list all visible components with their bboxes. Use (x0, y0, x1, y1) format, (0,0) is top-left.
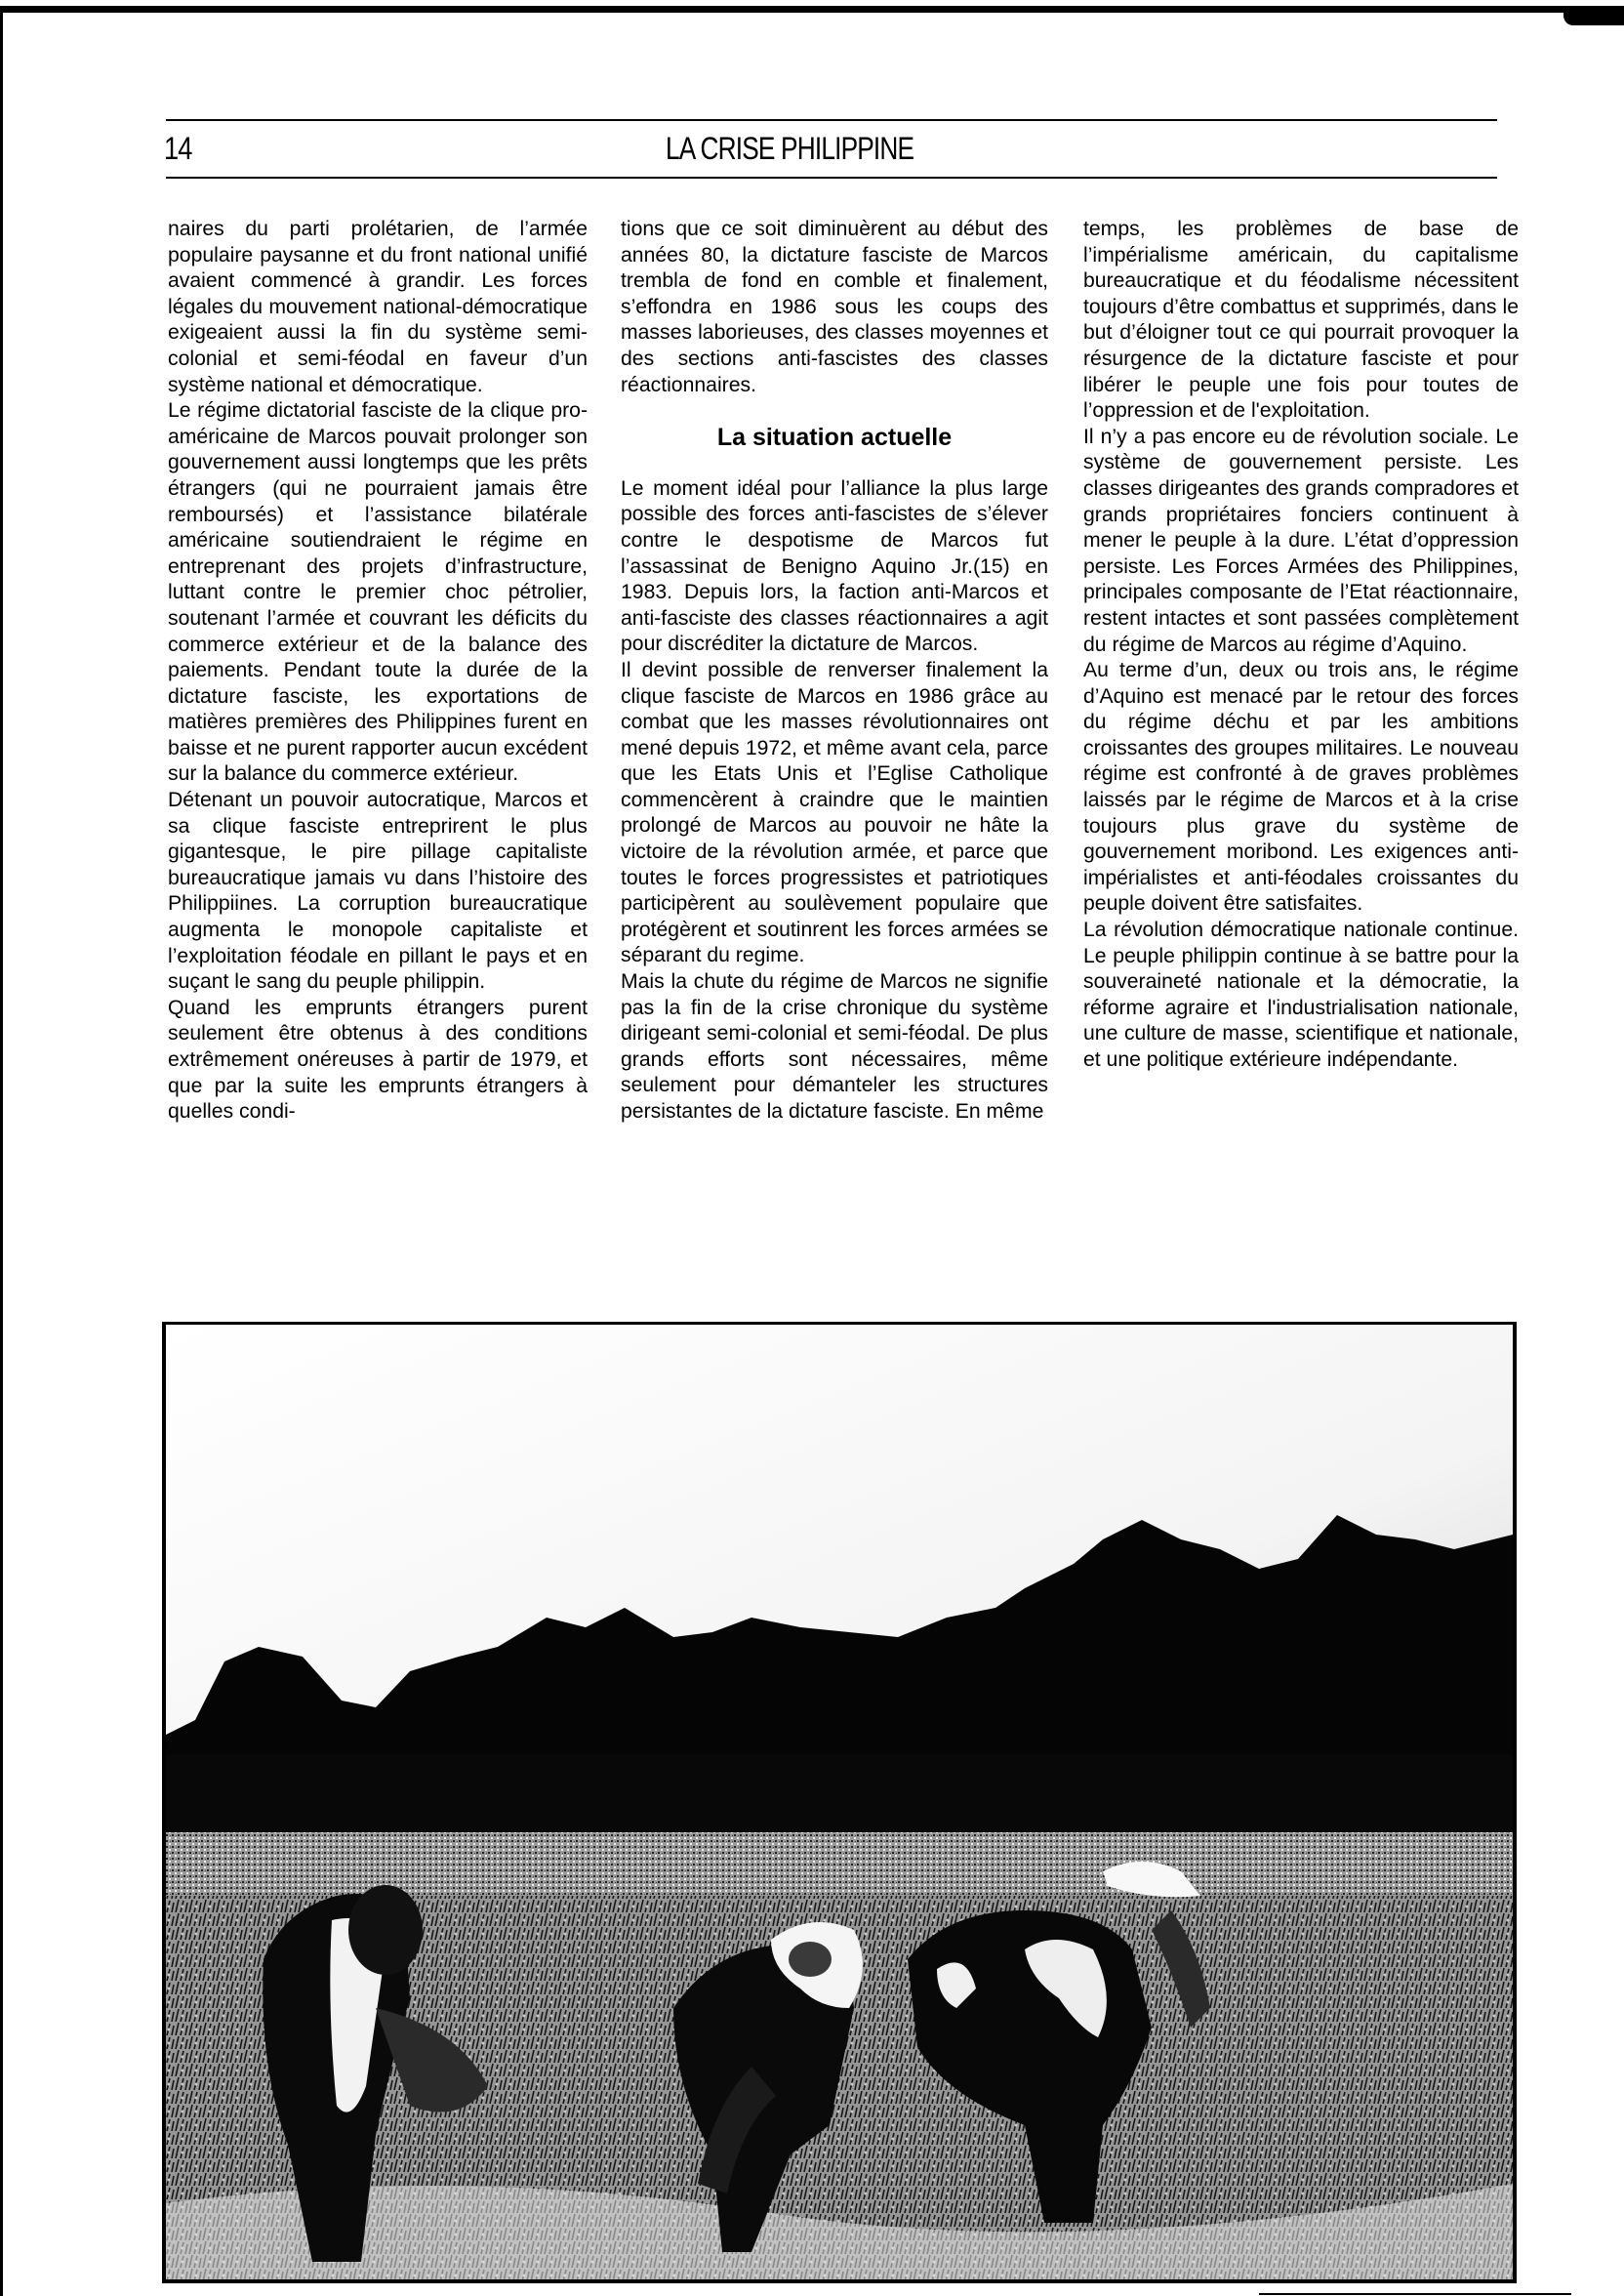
running-title: LA CRISE PHILIPPINE (666, 131, 914, 166)
paragraph: Il n’y a pas encore eu de révolution sociale. Le système de gouvernement persiste. Les classes dirigeantes des grands compradores et grands propriétaires fonciers continuent à mener le peuple à la dure. L’état d’oppression persiste. Les Forces Armées des Philippines, principales composante de l’Etat réactionnaire, restent intactes et sont passées complètement du régime de Marcos au régime d’Aquino. (1083, 425, 1519, 656)
photo-rice-harvest (162, 1322, 1517, 2283)
paragraph: tions que ce soit diminuèrent au début des années 80, la dictature fasciste de Marcos trembla de fond en comble et finalement, s’effondra en 1986 sous les coups des masses laborieuses, des classes moyennes et des sections anti-fascistes des classes réactionnaires. (621, 218, 1048, 396)
paragraph: Au terme d’un, deux ou trois ans, le régime d’Aquino est menacé par le retour des forces du régime déchu et par les ambitions croissantes des groupes militaires. Le nouveau régime est confronté à de graves problèmes laissés par le régime de Marcos et à la crise toujours plus grave du système de gouvernement moribond. Les exigences anti-impérialistes et anti-féodales croissantes du peuple doivent être satisfaites. (1083, 659, 1519, 916)
page-number: 14 (164, 131, 192, 166)
scan-corner-shadow (1563, 6, 1624, 25)
paragraph: temps, les problèmes de base de l’impérialisme américain, du capitalisme bureaucratique et du féodalisme nécessitent toujours d’être combattus et supprimés, dans le but d’éloigner tout ce qui pourrait provoquer la résurgence de la dictature fasciste et pour libérer le peuple une fois pour toutes de l’oppression et de l'exploitation. (1083, 218, 1519, 423)
text-column-1 (168, 217, 588, 1126)
paragraph: Le moment idéal pour l’alliance la plus large possible des forces anti-fascistes de s’élever contre le despotisme de Marcos fut l’assassinat de Benigno Aquino Jr.(15) en 1983. Depuis lors, la faction anti-Marcos et anti-fasciste des classes réactionnaires a agit pour discréditer la dictature de Marcos. (621, 476, 1048, 656)
text-column-2 (621, 217, 1048, 1126)
paragraph: Détenant un pouvoir autocratique, Marcos et sa clique fasciste entreprirent le plus gigantesque, le pire pillage capitaliste bureaucratique jamais vu dans l’histoire des Philippiines. La corruption bureaucratique augmenta le monopole capitaliste et l’exploitation féodale en pillant le pays et en suçant le sang du peuple philippin. (168, 789, 588, 994)
paragraph: Quand les emprunts étrangers purent seulement être obtenus à des conditions extrêmement onéreuses à partir de 1979, et que par la suite les emprunts étrangers à quelles condi- (168, 996, 588, 1124)
scan-edge-top (0, 6, 1624, 13)
paragraph: Le régime dictatorial fasciste de la clique pro-américaine de Marcos pouvait prolonger son gouvernement aussi longtemps que les prêts étrangers (qui ne pourraient jamais être remboursés) et l’assistance bilatérale américaine soutiendraient le régime en entreprenant des projets d’infrastructure, luttant contre le premier choc pétrolier, soutenant l’armée et couvrant les déficits du commerce extérieur et de la balance des paiements. Pendant toute la durée de la dictature fasciste, les exportations de matières premières des Philippines furent en baisse et ne purent rapporter aucun excédent sur la balance du commerce extérieur. (168, 399, 588, 786)
scan-edge-left (0, 6, 3, 2296)
footer-rule (1259, 2293, 1571, 2295)
text-column-3 (1083, 217, 1519, 1074)
header-rule-top (166, 119, 1497, 121)
paragraph: naires du parti prolétarien, de l’armée populaire paysanne et du front national unifié avaient commencé à grandir. Les forces légales du mouvement national-démocratique exigeaient aussi la fin du système semi-colonial et semi-féodal en faveur d’un système national et démocratique. (168, 218, 588, 396)
section-heading: La situation actuelle (716, 424, 953, 452)
paragraph: La révolution démocratique nationale continue. Le peuple philippin continue à se battre pour la souveraineté nationale et la démocratie, la réforme agraire et l'industrialisation nationale, une culture de masse, scientifique et nationale, et une politique extérieure indépendante. (1083, 919, 1519, 1071)
photo-illustration (166, 1325, 1513, 2283)
paragraph: Il devint possible de renverser finalement la clique fasciste de Marcos en 1986 grâce au combat que les masses révolutionnaires ont mené depuis 1972, et même avant cela, parce que les Etats Unis et l’Eglise Catholique commencèrent à craindre que le maintien prolongé de Marcos au pouvoir ne hâte la victoire de la révolution armée, et parce que toutes le forces progressistes et patriotiques participèrent au soulèvement populaire que protégèrent et soutinrent les forces armées se séparant du regime. (621, 658, 1048, 967)
header-rule-bottom (166, 177, 1497, 179)
paragraph: Mais la chute du régime de Marcos ne signifie pas la fin de la crise chronique du système dirigeant semi-colonial et semi-féodal. De plus grands efforts sont nécessaires, même seulement pour démanteler les structures persistantes de la dictature fasciste. En même (621, 970, 1048, 1123)
